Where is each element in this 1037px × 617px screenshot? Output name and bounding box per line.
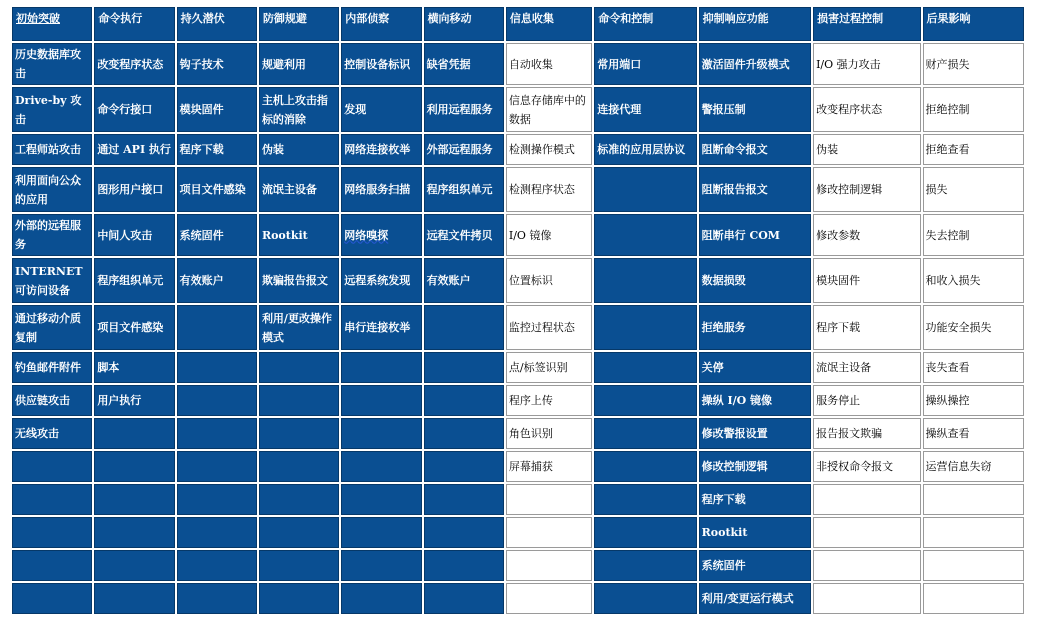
- technique-cell: 钓鱼邮件附件: [12, 352, 92, 383]
- technique-cell: I/O 强力攻击: [813, 43, 920, 85]
- technique-cell: 项目文件感染: [177, 167, 257, 212]
- technique-cell: [177, 451, 257, 482]
- technique-cell: [259, 451, 339, 482]
- technique-cell: 修改警报设置: [699, 418, 811, 449]
- technique-cell: 位置标识: [506, 258, 592, 303]
- technique-cell: 改变程序状态: [94, 43, 174, 85]
- technique-cell: 非授权命令报文: [813, 451, 920, 482]
- technique-cell: 点/标签识别: [506, 352, 592, 383]
- technique-cell: 利用/更改操作模式: [259, 305, 339, 350]
- technique-cell: [177, 583, 257, 614]
- technique-cell: 连接代理: [594, 87, 696, 132]
- technique-cell: [12, 550, 92, 581]
- technique-cell: 外部的远程服务: [12, 214, 92, 256]
- technique-cell: [12, 451, 92, 482]
- technique-cell: 模块固件: [813, 258, 920, 303]
- technique-cell: [424, 451, 504, 482]
- technique-cell: [341, 550, 421, 581]
- technique-cell: [341, 418, 421, 449]
- technique-cell: [813, 583, 920, 614]
- technique-cell: [12, 484, 92, 515]
- technique-cell: [341, 451, 421, 482]
- technique-cell: 历史数据库攻击: [12, 43, 92, 85]
- technique-cell: [177, 305, 257, 350]
- technique-cell: 屏幕捕获: [506, 451, 592, 482]
- technique-cell: [506, 484, 592, 515]
- technique-cell: 流氓主设备: [259, 167, 339, 212]
- technique-cell: 丧失查看: [923, 352, 1025, 383]
- table-row: [12, 352, 1024, 383]
- technique-cell: [259, 583, 339, 614]
- technique-cell: 程序上传: [506, 385, 592, 416]
- technique-cell: [506, 583, 592, 614]
- technique-cell: 模块固件: [177, 87, 257, 132]
- technique-cell: 数据损毁: [699, 258, 811, 303]
- technique-cell: [177, 418, 257, 449]
- technique-cell: [177, 550, 257, 581]
- technique-cell: [594, 418, 696, 449]
- technique-cell: 通过 API 执行: [94, 134, 174, 165]
- technique-cell: [424, 484, 504, 515]
- technique-cell: 监控过程状态: [506, 305, 592, 350]
- technique-cell: 激活固件升级模式: [699, 43, 811, 85]
- column-header: 后果影响: [923, 7, 1025, 41]
- technique-cell: 中间人攻击: [94, 214, 174, 256]
- table-row: [12, 43, 1024, 85]
- technique-cell: [259, 352, 339, 383]
- technique-cell: [424, 583, 504, 614]
- technique-cell: [259, 550, 339, 581]
- technique-cell: [94, 418, 174, 449]
- technique-cell: 伪装: [813, 134, 920, 165]
- technique-cell: 拒绝控制: [923, 87, 1025, 132]
- table-row: [12, 451, 1024, 482]
- technique-cell: [12, 583, 92, 614]
- technique-cell: 自动收集: [506, 43, 592, 85]
- table-row: [12, 517, 1024, 548]
- table-row: [12, 87, 1024, 132]
- table-row: [12, 550, 1024, 581]
- technique-cell: 网络嗅探: [341, 214, 421, 256]
- technique-cell: 损失: [923, 167, 1025, 212]
- technique-cell: [594, 484, 696, 515]
- table-body: [12, 43, 1024, 614]
- technique-cell: 有效账户: [424, 258, 504, 303]
- table-row: [12, 167, 1024, 212]
- table-row: [12, 385, 1024, 416]
- table-row: [12, 484, 1024, 515]
- technique-cell: Rootkit: [259, 214, 339, 256]
- column-header: 防御规避: [259, 7, 339, 41]
- technique-cell: [424, 305, 504, 350]
- technique-cell: 修改控制逻辑: [699, 451, 811, 482]
- column-header: 内部侦察: [341, 7, 421, 41]
- technique-cell: 网络服务扫描: [341, 167, 421, 212]
- technique-cell: [594, 451, 696, 482]
- technique-cell: [177, 352, 257, 383]
- technique-cell: 操纵查看: [923, 418, 1025, 449]
- technique-cell: [94, 583, 174, 614]
- technique-cell: 有效账户: [177, 258, 257, 303]
- technique-cell: [259, 418, 339, 449]
- technique-cell: [259, 385, 339, 416]
- technique-cell: [341, 352, 421, 383]
- technique-cell: 钩子技术: [177, 43, 257, 85]
- technique-cell: [594, 352, 696, 383]
- technique-cell: 程序下载: [699, 484, 811, 515]
- technique-cell: 运营信息失窃: [923, 451, 1025, 482]
- technique-cell: 程序下载: [813, 305, 920, 350]
- technique-cell: 阻断串行 COM: [699, 214, 811, 256]
- technique-cell: [424, 418, 504, 449]
- technique-cell: 程序下载: [177, 134, 257, 165]
- technique-cell: 报告报文欺骗: [813, 418, 920, 449]
- technique-cell: 常用端口: [594, 43, 696, 85]
- technique-cell: 关停: [699, 352, 811, 383]
- technique-cell: I/O 镜像: [506, 214, 592, 256]
- technique-cell: 串行连接枚举: [341, 305, 421, 350]
- technique-cell: [424, 352, 504, 383]
- column-header: 抑制响应功能: [699, 7, 811, 41]
- technique-cell: [506, 517, 592, 548]
- technique-cell: 修改控制逻辑: [813, 167, 920, 212]
- technique-cell: [594, 305, 696, 350]
- technique-cell: 远程文件拷贝: [424, 214, 504, 256]
- technique-cell: [259, 517, 339, 548]
- technique-cell: [594, 517, 696, 548]
- technique-cell: 规避利用: [259, 43, 339, 85]
- technique-cell: 用户执行: [94, 385, 174, 416]
- technique-cell: 操纵操控: [923, 385, 1025, 416]
- technique-cell: 程序组织单元: [424, 167, 504, 212]
- technique-cell: 和收入损失: [923, 258, 1025, 303]
- technique-cell: 修改参数: [813, 214, 920, 256]
- technique-cell: [12, 517, 92, 548]
- technique-cell: 信息存储库中的数据: [506, 87, 592, 132]
- technique-cell: [813, 484, 920, 515]
- technique-cell: 网络连接枚举: [341, 134, 421, 165]
- technique-cell: 项目文件感染: [94, 305, 174, 350]
- technique-cell: [923, 550, 1025, 581]
- technique-cell: [341, 484, 421, 515]
- technique-cell: 欺骗报告报文: [259, 258, 339, 303]
- column-header: 持久潜伏: [177, 7, 257, 41]
- column-header: 命令和控制: [594, 7, 696, 41]
- technique-cell: [594, 167, 696, 212]
- table-row: [12, 305, 1024, 350]
- technique-cell: 伪装: [259, 134, 339, 165]
- technique-cell: 通过移动介质复制: [12, 305, 92, 350]
- column-header: 初始突破: [12, 7, 92, 41]
- table-row: [12, 418, 1024, 449]
- technique-cell: 远程系统发现: [341, 258, 421, 303]
- technique-cell: [341, 517, 421, 548]
- technique-cell: 脚本: [94, 352, 174, 383]
- technique-cell: [594, 214, 696, 256]
- column-header: 损害过程控制: [813, 7, 920, 41]
- technique-cell: 角色识别: [506, 418, 592, 449]
- table-row: [12, 214, 1024, 256]
- technique-cell: [177, 517, 257, 548]
- technique-cell: [341, 385, 421, 416]
- technique-cell: 主机上攻击指标的消除: [259, 87, 339, 132]
- technique-cell: 利用远程服务: [424, 87, 504, 132]
- technique-cell: 功能安全损失: [923, 305, 1025, 350]
- technique-cell: 标准的应用层协议: [594, 134, 696, 165]
- column-header: 命令执行: [94, 7, 174, 41]
- technique-cell: 控制设备标识: [341, 43, 421, 85]
- technique-cell: 缺省凭据: [424, 43, 504, 85]
- technique-cell: [923, 583, 1025, 614]
- technique-cell: 拒绝服务: [699, 305, 811, 350]
- technique-cell: 检测程序状态: [506, 167, 592, 212]
- technique-cell: [506, 550, 592, 581]
- technique-cell: 流氓主设备: [813, 352, 920, 383]
- technique-cell: [424, 385, 504, 416]
- technique-cell: [177, 484, 257, 515]
- technique-cell: 无线攻击: [12, 418, 92, 449]
- technique-cell: [177, 385, 257, 416]
- technique-cell: [813, 550, 920, 581]
- technique-cell: [594, 258, 696, 303]
- column-header: 横向移动: [424, 7, 504, 41]
- technique-cell: 系统固件: [699, 550, 811, 581]
- technique-cell: 服务停止: [813, 385, 920, 416]
- technique-cell: [424, 517, 504, 548]
- technique-cell: 操纵 I/O 镜像: [699, 385, 811, 416]
- technique-cell: [94, 550, 174, 581]
- technique-cell: 利用/变更运行模式: [699, 583, 811, 614]
- technique-cell: Drive-by 攻击: [12, 87, 92, 132]
- technique-cell: [923, 484, 1025, 515]
- technique-cell: [94, 451, 174, 482]
- technique-cell: 失去控制: [923, 214, 1025, 256]
- technique-cell: [813, 517, 920, 548]
- technique-cell: [341, 583, 421, 614]
- technique-cell: 拒绝查看: [923, 134, 1025, 165]
- technique-cell: 警报压制: [699, 87, 811, 132]
- technique-cell: 系统固件: [177, 214, 257, 256]
- technique-cell: [94, 517, 174, 548]
- technique-cell: [923, 517, 1025, 548]
- technique-cell: [594, 385, 696, 416]
- technique-cell: Rootkit: [699, 517, 811, 548]
- technique-cell: 外部远程服务: [424, 134, 504, 165]
- table-row: [12, 583, 1024, 614]
- technique-cell: [259, 484, 339, 515]
- header-row: [12, 7, 1024, 41]
- technique-cell: INTERNET 可访问设备: [12, 258, 92, 303]
- technique-cell: 改变程序状态: [813, 87, 920, 132]
- technique-cell: 利用面向公众的应用: [12, 167, 92, 212]
- technique-cell: 检测操作模式: [506, 134, 592, 165]
- technique-cell: 财产损失: [923, 43, 1025, 85]
- technique-cell: [594, 583, 696, 614]
- technique-cell: [94, 484, 174, 515]
- technique-cell: [424, 550, 504, 581]
- technique-cell: 阻断命令报文: [699, 134, 811, 165]
- technique-cell: 命令行接口: [94, 87, 174, 132]
- technique-cell: 工程师站攻击: [12, 134, 92, 165]
- technique-cell: 发现: [341, 87, 421, 132]
- column-header: 信息收集: [506, 7, 592, 41]
- attack-matrix-table: [10, 5, 1026, 616]
- technique-cell: [594, 550, 696, 581]
- table-row: [12, 134, 1024, 165]
- table-row: [12, 258, 1024, 303]
- technique-cell: 程序组织单元: [94, 258, 174, 303]
- technique-cell: 供应链攻击: [12, 385, 92, 416]
- technique-cell: 阻断报告报文: [699, 167, 811, 212]
- technique-cell: 图形用户接口: [94, 167, 174, 212]
